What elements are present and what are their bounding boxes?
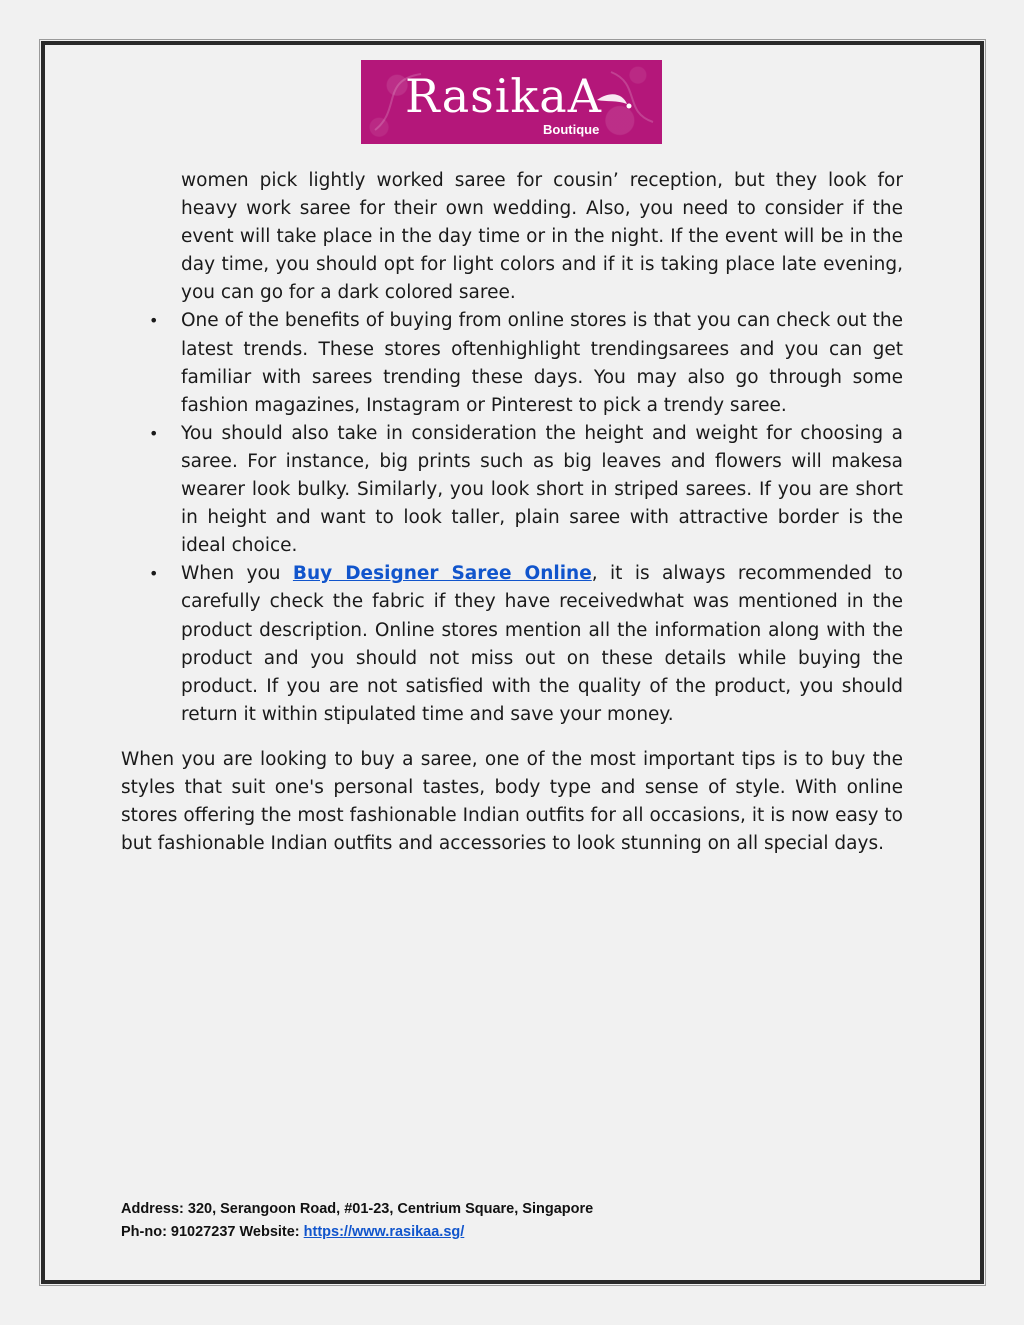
footer-contact	[121, 1221, 593, 1244]
list-item-fabric	[181, 560, 903, 729]
website-link[interactable]: https://www.rasikaa.sg/	[303, 1224, 465, 1240]
logo-subtitle: Boutique	[543, 122, 600, 137]
closing-paragraph: When you are looking to buy a saree, one of the most important tips is to buy the styles that suit one's personal tastes, body type and sense of style. With online stores offering the most fashionable Indian outfits for all occasions, it is now easy to but fashionable Indian outfits and accessories to look stunning on all special days.	[121, 748, 903, 855]
list-item-continued: women pick lightly worked saree for cousin’ reception, but they look for heavy work saree for their own wedding. Also, you need to consider if the event will take place in the day time or in the night. If the event will be in the day time, you should opt for light colors and if it is taking place late evening, you can go for a dark colored saree.	[181, 170, 903, 304]
list-item-trends: • One of the benefits of buying from online stores is that you can check out the latest trends. These stores oftenhighlight trendingsarees and you can get familiar with sarees trending these days. You may also go through some fashion magazines, Instagram or Pinterest to pick a trendy saree.	[181, 307, 903, 419]
list-item-height: • You should also take in consideration the height and weight for choosing a saree. For instance, big prints such as big leaves and flowers will makesa wearer look bulky. Similarly, you look short in striped sarees. If you are short in height and want to look taller, plain saree with attractive border is the ideal choice.	[181, 420, 903, 560]
fabric-text-before: When you	[181, 563, 293, 585]
footer-phone: Ph-no: 91027237 Website:	[121, 1224, 304, 1240]
article-body	[121, 167, 903, 858]
tips-list	[121, 167, 903, 729]
buy-designer-saree-link[interactable]: Buy Designer Saree Online	[292, 563, 592, 585]
page-footer	[121, 1198, 593, 1244]
fabric-text-after: , it is always recommended to carefully check the fabric if they have receivedwhat was mentioned in the product description. Online stores mention all the information along with the product and you should not miss out on these details while buying the product. If you are not satisfied with the quality of the product, you should return it within stipulated time and save your money.	[181, 563, 903, 725]
boutique-logo	[361, 60, 662, 144]
footer-address: Address: 320, Serangoon Road, #01-23, Centrium Square, Singapore	[121, 1201, 594, 1217]
logo-wordmark: RasikaA	[405, 69, 602, 123]
